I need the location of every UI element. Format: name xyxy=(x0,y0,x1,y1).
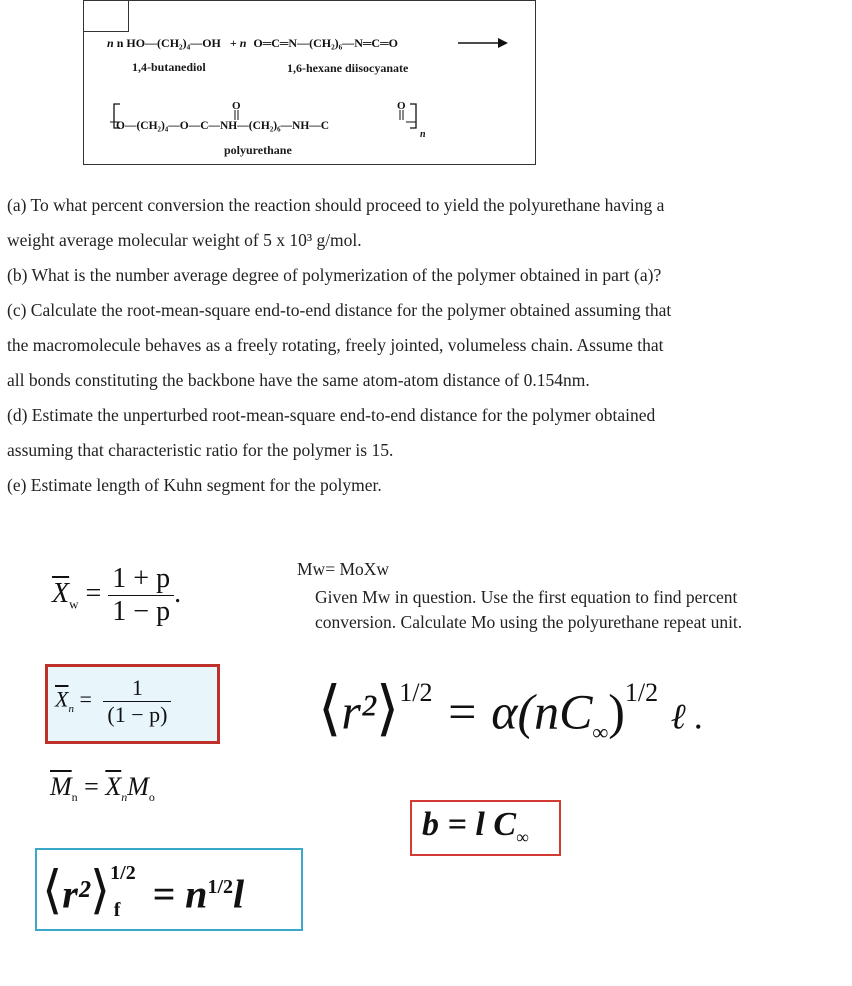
equation-freely-jointed: ⟨r²⟩$^{1/2}_f$ = $n^{1/2}l$ xyxy=(42,862,245,922)
mw-relation: Mw= MoXw xyxy=(297,559,390,579)
label-diisocyanate: 1,6-hexane diisocyanate xyxy=(287,61,409,75)
label-polyurethane: polyurethane xyxy=(224,143,292,157)
equation-mn: $\overline{M}_n = \overline{X}_nM_o$ xyxy=(50,772,155,805)
polymer-subscript-n: n xyxy=(420,129,426,140)
question-b: (b) What is the number average degree of polymerization of the polymer obtained in part (a)? xyxy=(7,265,662,285)
carbonyl-oxygen-2: O xyxy=(397,100,406,112)
scheme-corner-box xyxy=(84,1,129,32)
equation-xn: $\overline{X}_n$ = $\frac{1}{(1 - p)}$ xyxy=(55,675,171,728)
hint-line1: Given Mw in question. Use the first equation to find percent xyxy=(315,587,738,607)
reaction-scheme xyxy=(83,0,536,165)
question-d-line1: (d) Estimate the unperturbed root-mean-square end-to-end distance for the polymer obtained xyxy=(7,405,656,425)
equation-r0: ⟨r²⟩$^{1/2}$ = $\alpha(nC_\infty)^{1/2}$ ℓ . xyxy=(318,675,704,745)
label-butanediol: 1,4-butanediol xyxy=(132,60,206,74)
question-d-line2: assuming that characteristic ratio for the polymer is 15. xyxy=(7,440,394,460)
question-a-line2: weight average molecular weight of 5 x 10³ g/mol. xyxy=(7,230,362,250)
question-c-line3: all bonds constituting the backbone have the same atom-atom distance of 0.154nm. xyxy=(7,370,590,390)
question-a-line1: (a) To what percent conversion the reaction should proceed to yield the polyurethane having a xyxy=(7,195,665,215)
question-e: (e) Estimate length of Kuhn segment for the polymer. xyxy=(7,475,382,495)
equation-xw: $\overline{X}_w$ = $\frac{1 + p}{1 - p}$ . xyxy=(52,563,182,627)
polymer-structure-brackets-icon xyxy=(110,98,430,140)
polymer-repeat-unit: O—(CH₂)₄—O—C—NH—(CH₂)₆—NH—C xyxy=(116,120,330,132)
reaction-arrow-icon xyxy=(458,36,508,50)
reactant-butanediol: n n HO—(CH₂)₄—OH + n O═C═N—(CH₂)₆—N═C═O xyxy=(107,36,398,50)
question-c-line1: (c) Calculate the root-mean-square end-to-end distance for the polymer obtained assuming that xyxy=(7,300,672,320)
equation-kuhn: b = l $C_\infty$ xyxy=(422,806,529,847)
hint-line2: conversion. Calculate Mo using the polyurethane repeat unit. xyxy=(315,612,743,632)
question-c-line2: the macromolecule behaves as a freely rotating, freely jointed, volumeless chain. Assume that xyxy=(7,335,664,355)
carbonyl-oxygen-1: O xyxy=(232,100,241,112)
